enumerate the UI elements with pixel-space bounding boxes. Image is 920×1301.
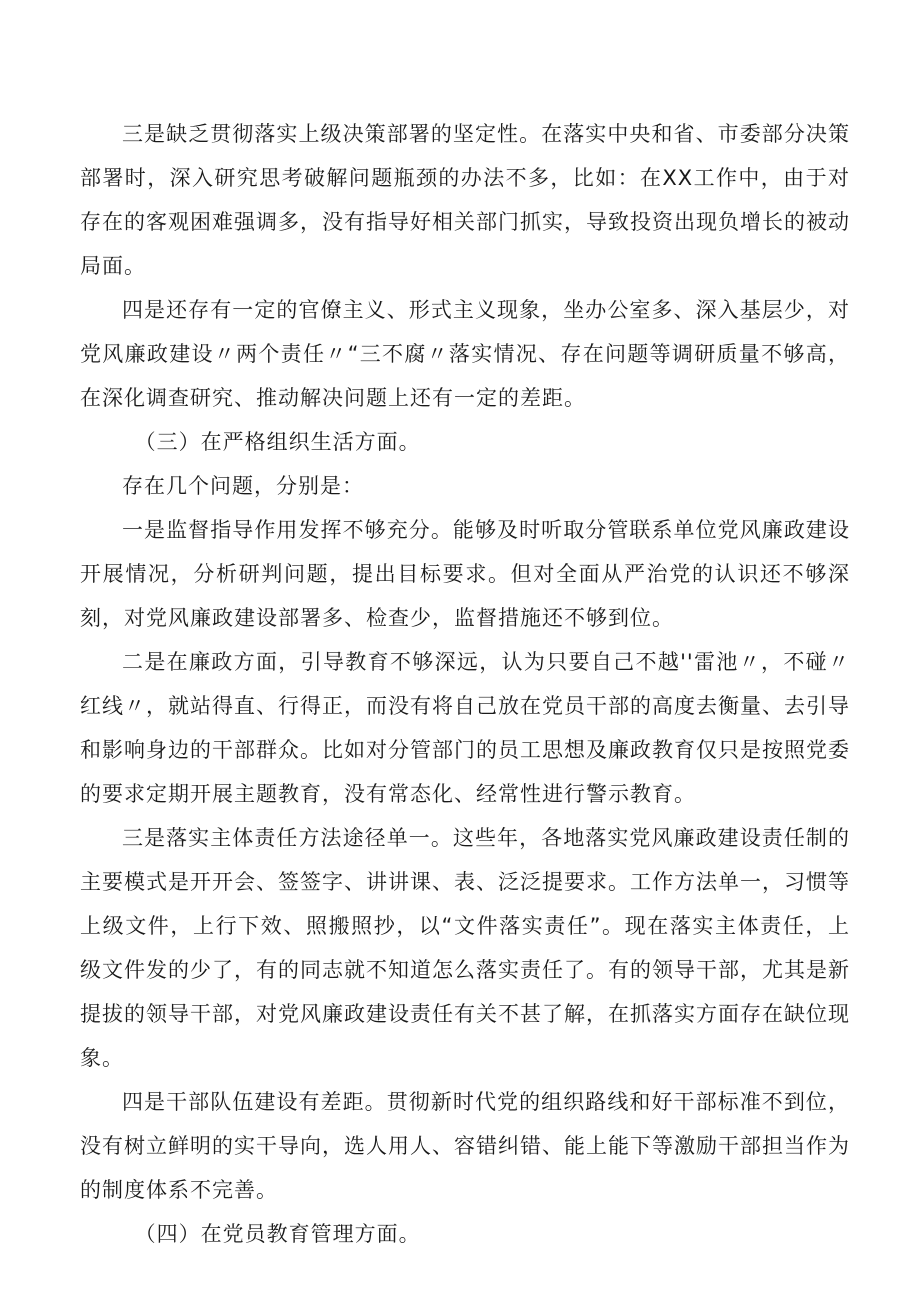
- paragraph-1: 三是缺乏贯彻落实上级决策部署的坚定性。在落实中央和省、市委部分决策部署时，深入研究思考破解问题瓶颈的办法不多，比如：在XX工作中，由于对存在的客观困难强调多，没有指导好相关部门抓实，导致投资出现负增长的被动局面。: [80, 122, 850, 278]
- paragraph-4: 一是监督指导作用发挥不够充分。能够及时听取分管联系单位党风廉政建设开展情况，分析研判问题，提出目标要求。但对全面从严治党的认识还不够深刻，对党风廉政建设部署多、检查少，监督措施还不够到位。: [80, 518, 850, 630]
- section-heading-3: （三）在严格组织生活方面。: [134, 430, 421, 454]
- paragraph-3: 存在几个问题，分别是：: [122, 474, 364, 498]
- section-heading-4: （四）在党员教育管理方面。: [134, 1222, 421, 1246]
- paragraph-7: 四是干部队伍建设有差距。贯彻新时代党的组织路线和好干部标准不到位，没有树立鲜明的实干导向，选人用人、容错纠错、能上能下等激励干部担当作为的制度体系不完善。: [80, 1090, 850, 1202]
- paragraph-5: 二是在廉政方面，引导教育不够深远，认为只要自己不越''雷池〃，不碰〃红线〃，就站得直、行得正，而没有将自己放在党员干部的高度去衡量、去引导和影响身边的干部群众。比如对分管部门的员工思想及廉政教育仅只是按照党委的要求定期开展主题教育，没有常态化、经常性进行警示教育。: [80, 650, 850, 806]
- paragraph-6: 三是落实主体责任方法途径单一。这些年，各地落实党风廉政建设责任制的主要模式是开开会、签签字、讲讲课、表、泛泛提要求。工作方法单一，习惯等上级文件，上行下效、照搬照抄，以“文件落实责任”。现在落实主体责任，上级文件发的少了，有的同志就不知道怎么落实责任了。有的领导干部，尤其是新提拔的领导干部，对党风廉政建设责任有关不甚了解，在抓落实方面存在缺位现象。: [80, 826, 850, 1070]
- document-body: [80, 112, 850, 1256]
- paragraph-2: 四是还存有一定的官僚主义、形式主义现象，坐办公室多、深入基层少，对党风廉政建设〃两个责任〃“三不腐〃落实情况、存在问题等调研质量不够高，在深化调查研究、推动解决问题上还有一定的差距。: [80, 298, 850, 410]
